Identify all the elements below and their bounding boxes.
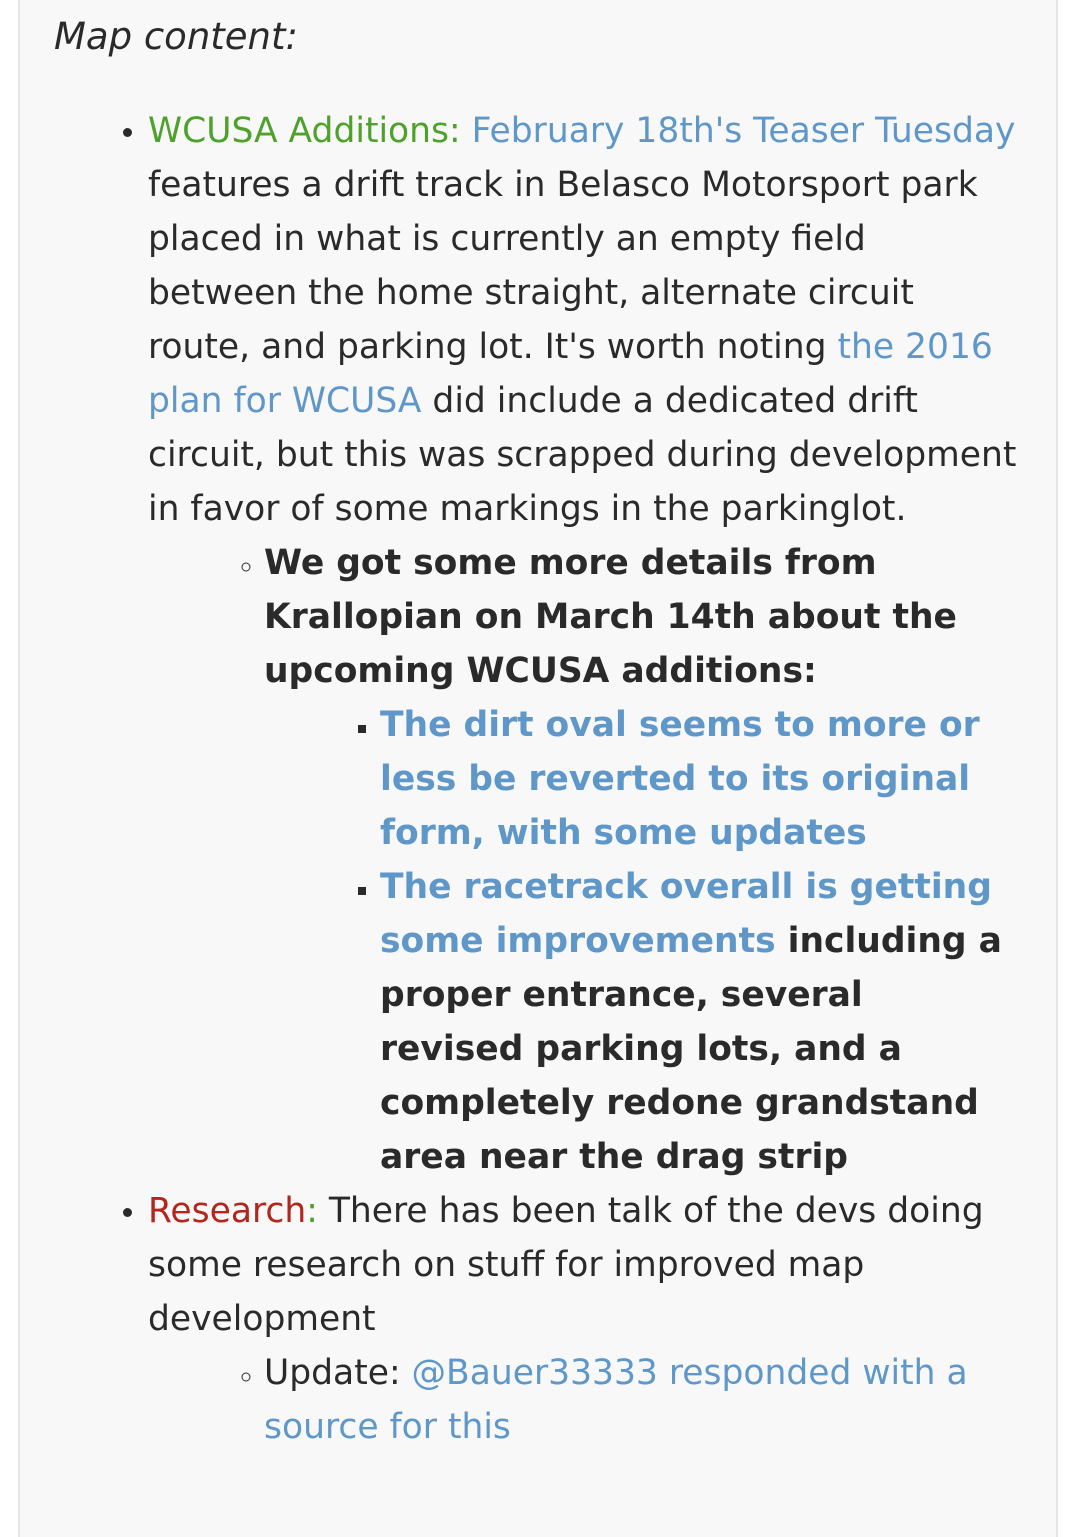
wcusa-text-2: did include a dedicated drift circuit, but this was scrapped during development in favor of some markings in the parkinglot.: [148, 381, 1017, 529]
list-item-racetrack: [380, 860, 1018, 1184]
wcusa-label: WCUSA Additions:: [148, 111, 461, 151]
dirt-oval-link[interactable]: The dirt oval seems to more or less be reverted to its original form, with some updates: [380, 705, 980, 853]
research-sublist: [148, 1346, 1018, 1454]
wcusa-details-list: [264, 698, 1018, 1184]
research-text: There has been talk of the devs doing some research on stuff for improved map development: [148, 1191, 984, 1339]
list-item-dirt-oval: [380, 698, 1018, 860]
racetrack-improvements-text: including a proper entrance, several revised parking lots, and a completely redone grandstand area near the drag strip: [380, 921, 1002, 1177]
bauer-source-link[interactable]: @Bauer33333 responded with a source for this: [264, 1353, 968, 1447]
list-item-krallopian-details: [264, 536, 1018, 1184]
teaser-tuesday-link[interactable]: February 18th's Teaser Tuesday: [471, 111, 1016, 151]
research-label: Research: [148, 1191, 307, 1231]
wcusa-text-1: features a drift track in Belasco Motorsport park placed in what is currently an empty field between the home straight, alternate circuit route, and parking lot. It's worth noting: [148, 165, 978, 367]
list-item-wcusa: [148, 104, 1018, 1184]
wcusa-plan-link[interactable]: the 2016 plan for WCUSA: [148, 327, 993, 421]
list-item-research: [148, 1184, 1018, 1454]
section-heading: Map content:: [54, 15, 298, 58]
content-list: [148, 104, 1018, 1454]
list-item-update: [264, 1346, 1018, 1454]
krallopian-details-text: We got some more details from Krallopian on March 14th about the upcoming WCUSA additions:: [264, 543, 957, 691]
research-label-colon: :: [306, 1191, 318, 1231]
update-prefix: Update:: [264, 1353, 412, 1393]
wcusa-sublist: [148, 536, 1018, 1184]
racetrack-improvements-link[interactable]: The racetrack overall is getting some improvements: [380, 867, 992, 961]
